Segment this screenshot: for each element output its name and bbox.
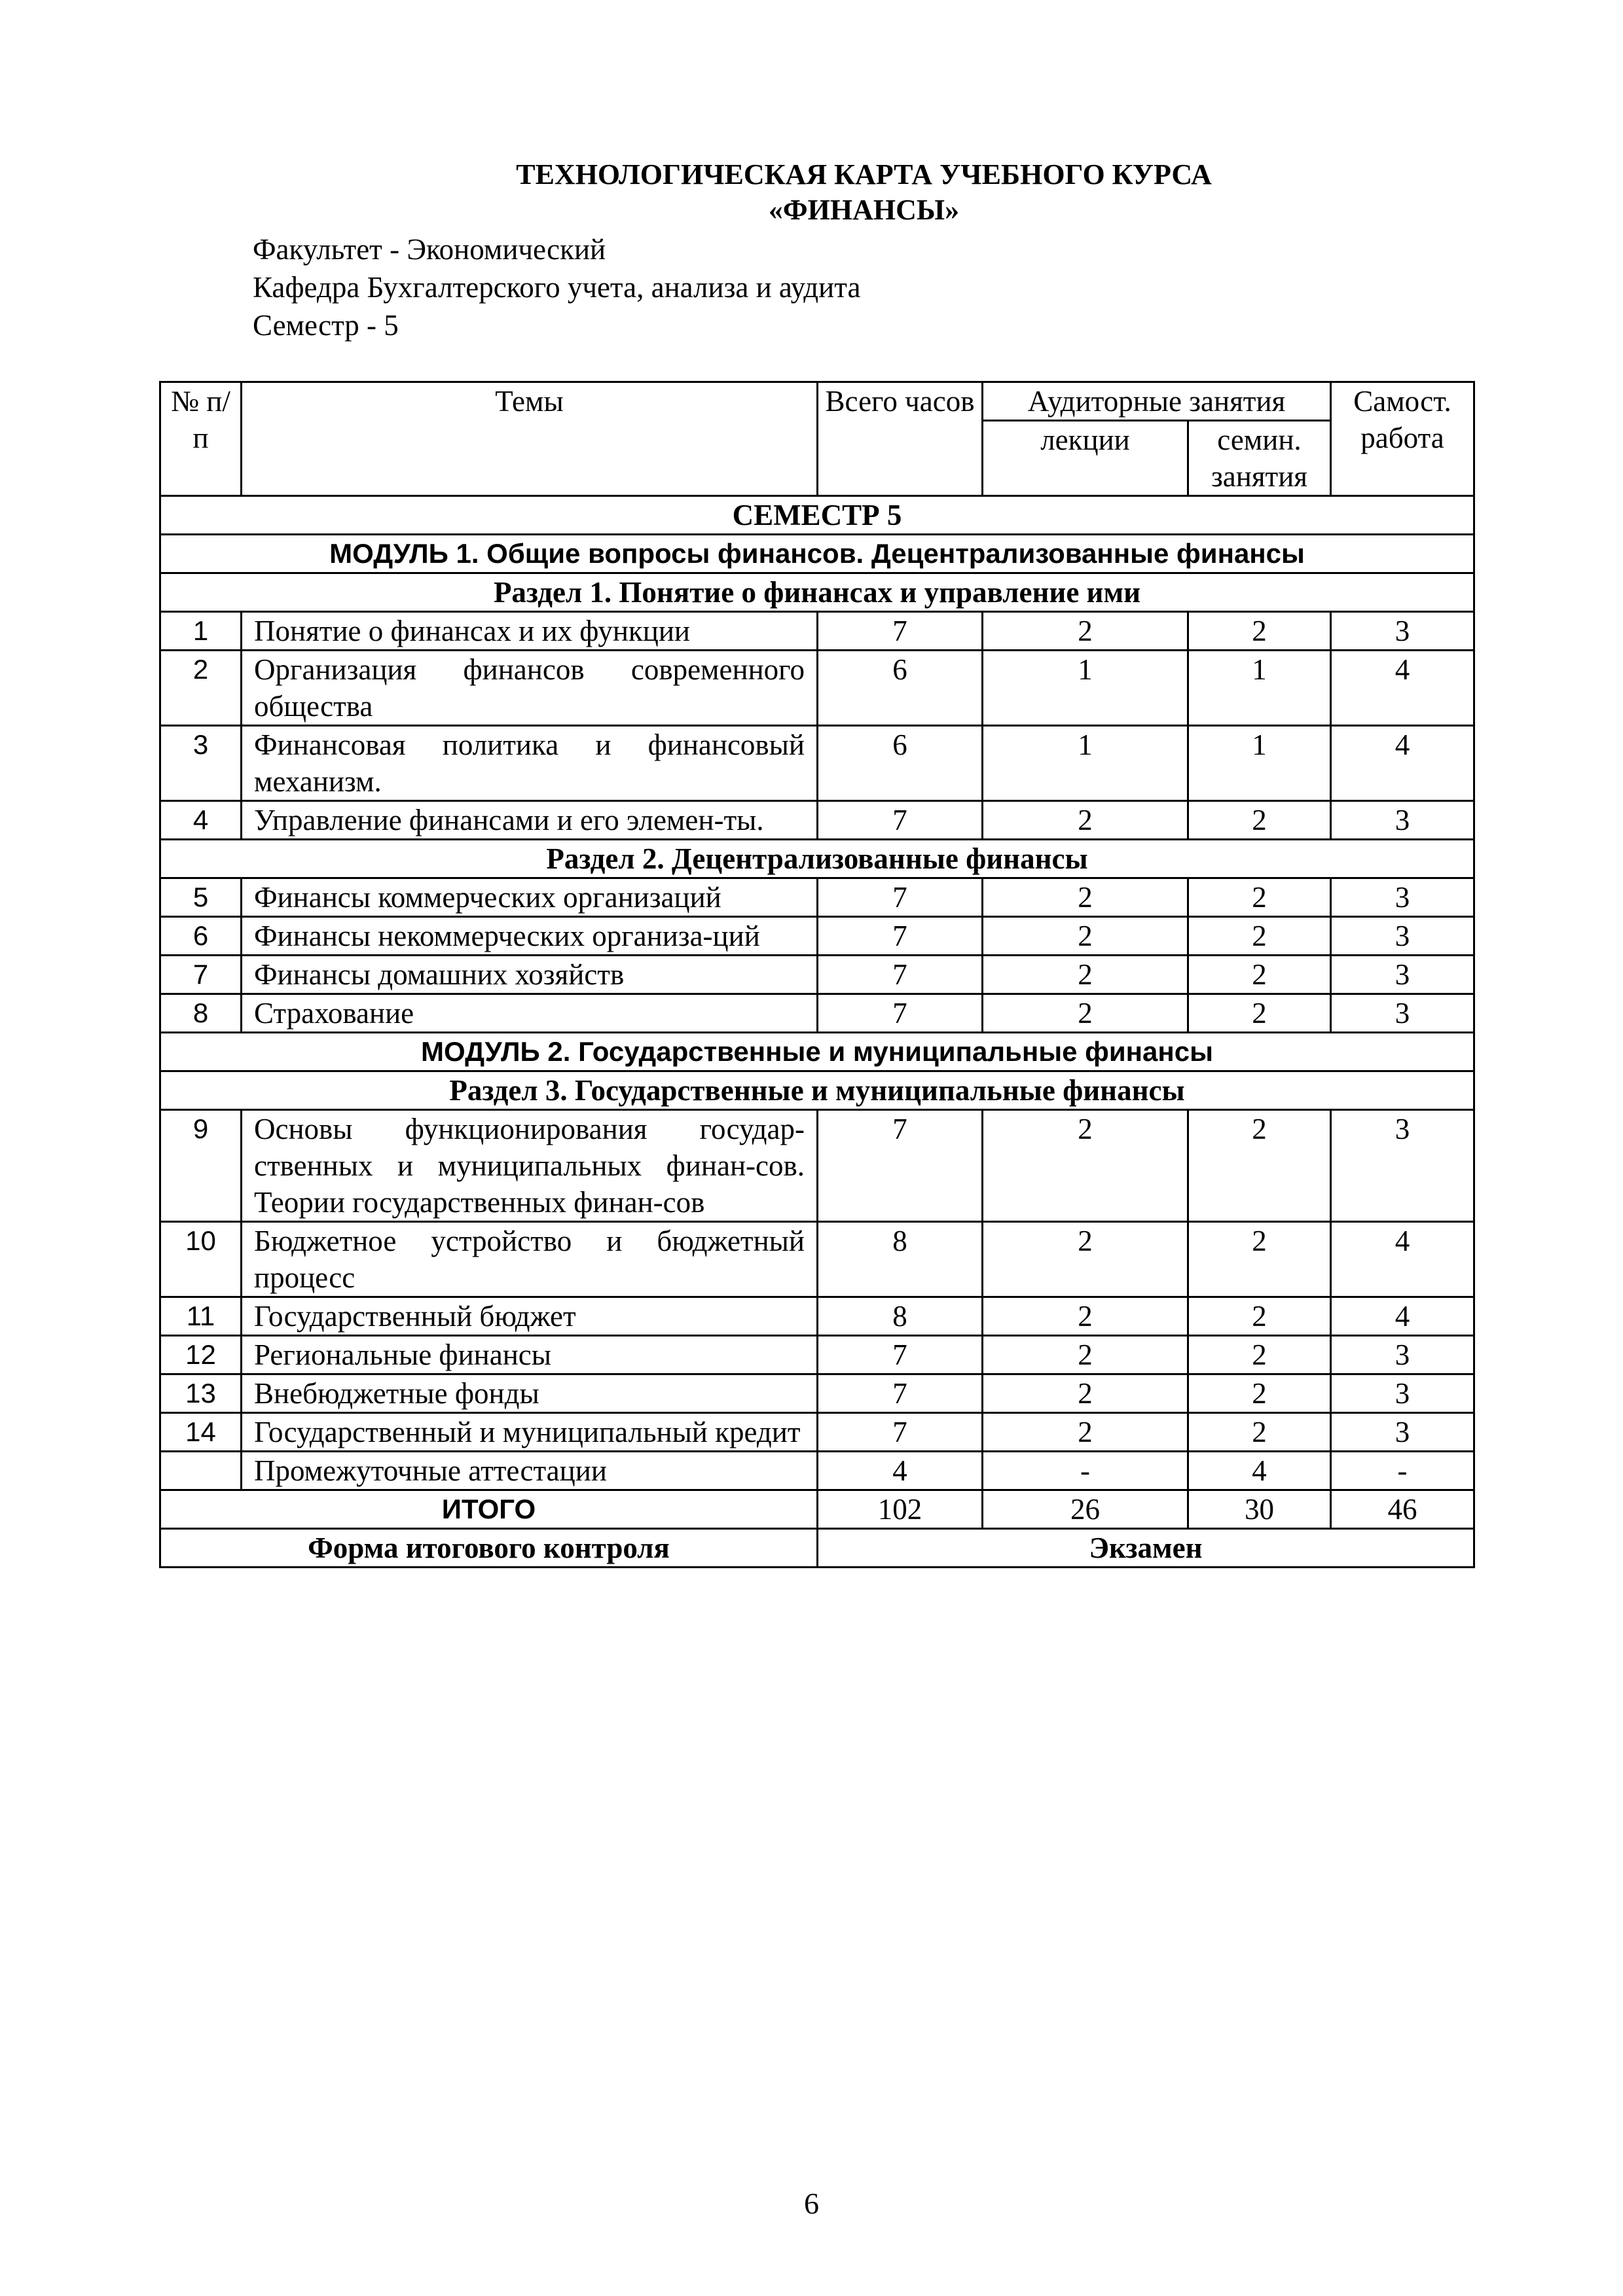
row-seminars: 2 <box>1188 917 1331 956</box>
row-num: 1 <box>160 612 242 651</box>
header-seminars: семин. занятия <box>1188 421 1331 496</box>
table-row <box>160 956 1474 994</box>
module-row <box>160 1033 1474 1071</box>
attestation-seminars: 4 <box>1188 1452 1331 1490</box>
row-num: 12 <box>160 1336 242 1374</box>
row-total: 7 <box>818 917 983 956</box>
row-num: 2 <box>160 651 242 726</box>
row-total: 7 <box>818 801 983 840</box>
row-self: 3 <box>1331 917 1474 956</box>
row-lectures: 1 <box>983 651 1188 726</box>
row-seminars: 2 <box>1188 994 1331 1033</box>
course-plan-table <box>159 381 1475 1568</box>
control-row <box>160 1529 1474 1568</box>
semester: Семестр - 5 <box>253 309 399 342</box>
row-self: 4 <box>1331 1222 1474 1297</box>
row-self: 4 <box>1331 651 1474 726</box>
row-total: 7 <box>818 878 983 917</box>
row-topic: Понятие о финансах и их функции <box>242 612 818 651</box>
section-3-title: Раздел 3. Государственные и муниципальные финансы <box>160 1071 1474 1110</box>
row-seminars: 2 <box>1188 1336 1331 1374</box>
header-self: Самост. работа <box>1331 382 1474 496</box>
row-topic: Региональные финансы <box>242 1336 818 1374</box>
section-1-title: Раздел 1. Понятие о финансах и управление ими <box>160 573 1474 612</box>
table-row <box>160 726 1474 801</box>
row-seminars: 2 <box>1188 878 1331 917</box>
row-self: 3 <box>1331 994 1474 1033</box>
attestation-self: - <box>1331 1452 1474 1490</box>
row-total: 7 <box>818 1374 983 1413</box>
row-lectures: 2 <box>983 801 1188 840</box>
row-num: 11 <box>160 1297 242 1336</box>
row-lectures: 2 <box>983 878 1188 917</box>
control-label: Форма итогового контроля <box>160 1529 818 1568</box>
row-total: 7 <box>818 1110 983 1222</box>
row-total: 7 <box>818 1413 983 1452</box>
row-seminars: 1 <box>1188 651 1331 726</box>
attestation-num <box>160 1452 242 1490</box>
row-lectures: 2 <box>983 612 1188 651</box>
row-num: 10 <box>160 1222 242 1297</box>
row-self: 3 <box>1331 878 1474 917</box>
header-row <box>160 382 1474 421</box>
module-row <box>160 535 1474 573</box>
row-topic: Внебюджетные фонды <box>242 1374 818 1413</box>
row-seminars: 2 <box>1188 1297 1331 1336</box>
row-self: 3 <box>1331 956 1474 994</box>
row-topic: Государственный и муниципальный кредит <box>242 1413 818 1452</box>
table-row <box>160 1374 1474 1413</box>
row-num: 7 <box>160 956 242 994</box>
row-total: 7 <box>818 1336 983 1374</box>
row-topic: Основы функционирования государ-ственных и муниципальных финан-сов. Теории государственных финан-сов <box>242 1110 818 1222</box>
row-topic: Государственный бюджет <box>242 1297 818 1336</box>
row-topic: Финансовая политика и финансовый механизм. <box>242 726 818 801</box>
row-self: 3 <box>1331 1336 1474 1374</box>
row-lectures: 2 <box>983 1374 1188 1413</box>
control-value: Экзамен <box>818 1529 1474 1568</box>
row-num: 13 <box>160 1374 242 1413</box>
header-num: № п/п <box>160 382 242 496</box>
table-row <box>160 994 1474 1033</box>
row-self: 4 <box>1331 1297 1474 1336</box>
page-number: 6 <box>804 2187 819 2220</box>
row-topic: Финансы коммерческих организаций <box>242 878 818 917</box>
row-num: 9 <box>160 1110 242 1222</box>
row-seminars: 2 <box>1188 612 1331 651</box>
row-lectures: 2 <box>983 1413 1188 1452</box>
row-topic: Финансы некоммерческих организа-ций <box>242 917 818 956</box>
module-2-title: МОДУЛЬ 2. Государственные и муниципальные финансы <box>160 1033 1474 1071</box>
faculty: Факультет - Экономический <box>253 233 606 266</box>
row-num: 14 <box>160 1413 242 1452</box>
total-row <box>160 1490 1474 1529</box>
row-topic: Страхование <box>242 994 818 1033</box>
header-lectures: лекции <box>983 421 1188 496</box>
row-num: 3 <box>160 726 242 801</box>
total-seminars: 30 <box>1188 1490 1331 1529</box>
attestation-total: 4 <box>818 1452 983 1490</box>
header-topics: Темы <box>242 382 818 496</box>
row-seminars: 2 <box>1188 1110 1331 1222</box>
total-label: ИТОГО <box>160 1490 818 1529</box>
header-auditory: Аудиторные занятия <box>983 382 1331 421</box>
row-seminars: 2 <box>1188 956 1331 994</box>
table-row <box>160 1222 1474 1297</box>
row-total: 8 <box>818 1222 983 1297</box>
table-row <box>160 801 1474 840</box>
table-row <box>160 1336 1474 1374</box>
department: Кафедра Бухгалтерского учета, анализа и аудита <box>253 271 861 304</box>
table-row <box>160 651 1474 726</box>
table-row <box>160 1297 1474 1336</box>
row-num: 4 <box>160 801 242 840</box>
row-seminars: 2 <box>1188 1374 1331 1413</box>
header-total: Всего часов <box>818 382 983 496</box>
row-topic: Финансы домашних хозяйств <box>242 956 818 994</box>
row-total: 8 <box>818 1297 983 1336</box>
row-total: 7 <box>818 956 983 994</box>
row-seminars: 2 <box>1188 801 1331 840</box>
row-topic: Бюджетное устройство и бюджетный процесс <box>242 1222 818 1297</box>
attestation-lectures: - <box>983 1452 1188 1490</box>
row-lectures: 2 <box>983 1222 1188 1297</box>
row-topic: Организация финансов современного общества <box>242 651 818 726</box>
section-row <box>160 573 1474 612</box>
document-title: ТЕХНОЛОГИЧЕСКАЯ КАРТА УЧЕБНОГО КУРСА <box>516 158 1212 190</box>
table-row <box>160 1110 1474 1222</box>
row-lectures: 2 <box>983 1336 1188 1374</box>
row-lectures: 2 <box>983 1110 1188 1222</box>
row-total: 7 <box>818 612 983 651</box>
row-lectures: 2 <box>983 1297 1188 1336</box>
attestation-topic: Промежуточные аттестации <box>242 1452 818 1490</box>
section-2-title: Раздел 2. Децентрализованные финансы <box>160 840 1474 878</box>
row-lectures: 2 <box>983 917 1188 956</box>
row-lectures: 1 <box>983 726 1188 801</box>
semester-row <box>160 496 1474 535</box>
row-seminars: 2 <box>1188 1413 1331 1452</box>
row-total: 7 <box>818 994 983 1033</box>
row-total: 6 <box>818 726 983 801</box>
row-total: 6 <box>818 651 983 726</box>
row-lectures: 2 <box>983 956 1188 994</box>
total-hours: 102 <box>818 1490 983 1529</box>
row-seminars: 2 <box>1188 1222 1331 1297</box>
row-num: 5 <box>160 878 242 917</box>
table-row <box>160 612 1474 651</box>
semester-title: СЕМЕСТР 5 <box>160 496 1474 535</box>
section-row <box>160 840 1474 878</box>
row-seminars: 1 <box>1188 726 1331 801</box>
row-self: 4 <box>1331 726 1474 801</box>
table-row <box>160 917 1474 956</box>
total-lectures: 26 <box>983 1490 1188 1529</box>
row-self: 3 <box>1331 612 1474 651</box>
course-name: «ФИНАНСЫ» <box>768 194 960 226</box>
attestation-row <box>160 1452 1474 1490</box>
section-row <box>160 1071 1474 1110</box>
total-self: 46 <box>1331 1490 1474 1529</box>
table-row <box>160 1413 1474 1452</box>
row-self: 3 <box>1331 1413 1474 1452</box>
row-num: 8 <box>160 994 242 1033</box>
row-self: 3 <box>1331 1110 1474 1222</box>
row-num: 6 <box>160 917 242 956</box>
row-lectures: 2 <box>983 994 1188 1033</box>
row-topic: Управление финансами и его элемен-ты. <box>242 801 818 840</box>
table-row <box>160 878 1474 917</box>
row-self: 3 <box>1331 801 1474 840</box>
row-self: 3 <box>1331 1374 1474 1413</box>
module-1-title: МОДУЛЬ 1. Общие вопросы финансов. Децентрализованные финансы <box>160 535 1474 573</box>
